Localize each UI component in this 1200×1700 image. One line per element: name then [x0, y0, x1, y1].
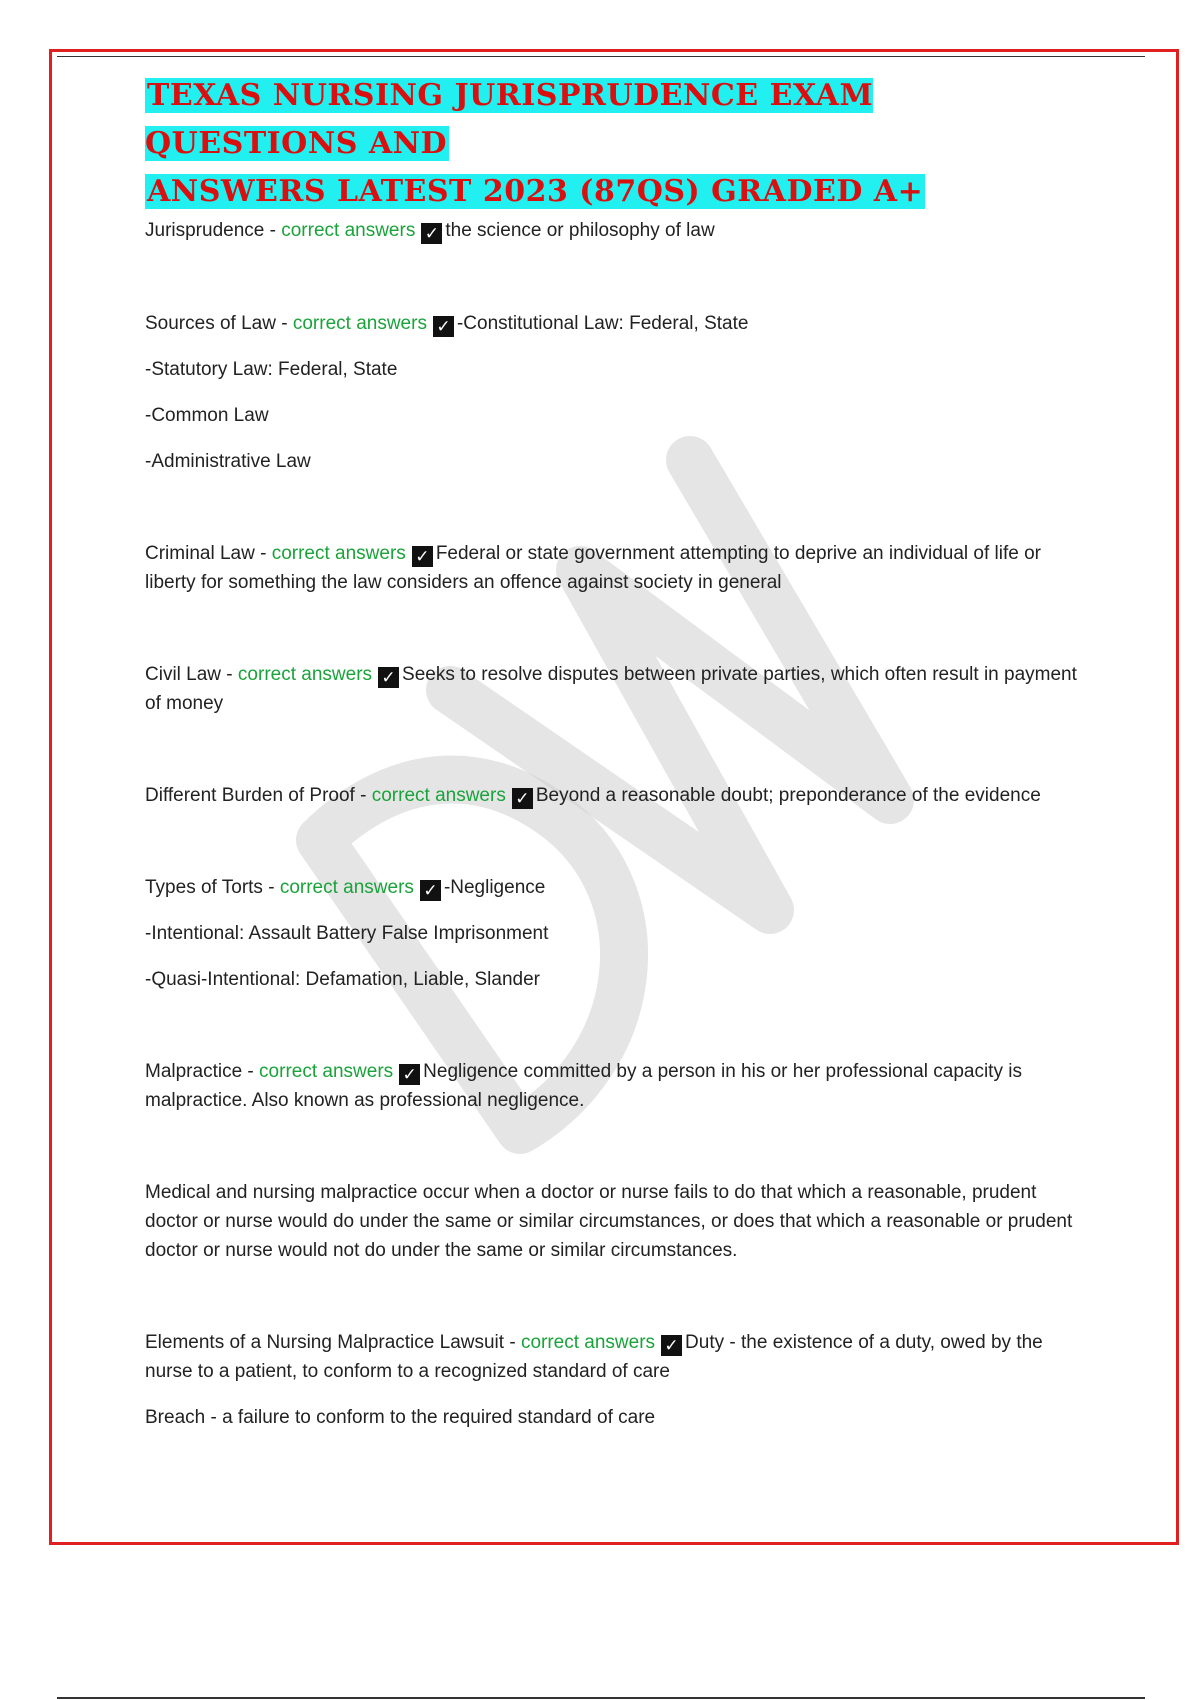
- qa-entry-criminal-law: Criminal Law - correct answers ✓ Federal or state government attempting to deprive an individual of life or liberty for something the law considers an offence against society in general: [145, 543, 1041, 593]
- correct-answers-label: correct answers: [279, 877, 414, 898]
- qa-entry-types-of-torts: Types of Torts - correct answers ✓ -Negligence -Intentional: Assault Battery False Imprisonment -Quasi-Intentional: Defamation, Liable, Slander: [145, 873, 1085, 994]
- qa-entry-elements-of-lawsuit: Elements of a Nursing Malpractice Lawsuit - correct answers ✓ Duty - the existence of a duty, owed by the nurse to a patient, to conform to a recognized standard of care Breach - a failure to conform to the required standard of care: [145, 1328, 1085, 1432]
- correct-answers-label: correct answers: [259, 1061, 394, 1082]
- answer: Seeks to resolve disputes between private parties, which often result in payment of money: [145, 664, 1077, 714]
- bottom-rule: [57, 1697, 1145, 1699]
- correct-answers-label: correct answers: [371, 785, 506, 806]
- answer-line: -Statutory Law: Federal, State: [145, 359, 398, 380]
- qa-entry-burden-of-proof: Different Burden of Proof - correct answers ✓ Beyond a reasonable doubt; preponderance of the evidence: [145, 785, 1041, 808]
- term: Civil Law: [145, 664, 222, 685]
- checkmark-icon: ✓: [412, 546, 433, 567]
- document-body: [145, 72, 1085, 1432]
- term: Types of Torts: [145, 877, 263, 898]
- checkmark-icon: ✓: [512, 788, 533, 809]
- top-rule: [57, 56, 1145, 57]
- document-title: [145, 72, 1085, 216]
- checkmark-icon: ✓: [399, 1064, 420, 1085]
- term: Jurisprudence: [145, 220, 265, 241]
- correct-answers-label: correct answers: [281, 220, 416, 241]
- answer: Beyond a reasonable doubt; preponderance of the evidence: [535, 785, 1041, 806]
- checkmark-icon: ✓: [421, 223, 442, 244]
- answer: -Negligence: [443, 877, 546, 898]
- qa-entry-civil-law: Civil Law - correct answers ✓ Seeks to resolve disputes between private parties, which often result in payment of money: [145, 664, 1077, 714]
- answer-line: -Intentional: Assault Battery False Imprisonment: [145, 923, 549, 944]
- paragraph-text: Medical and nursing malpractice occur when a doctor or nurse fails to do that which a reasonable, prudent doctor or nurse would do under the same or similar circumstances, or does that which a reasonable or prudent doctor or nurse would not do under the same or similar circumstances.: [145, 1182, 1073, 1261]
- checkmark-icon: ✓: [420, 880, 441, 901]
- term: Different Burden of Proof: [145, 785, 355, 806]
- correct-answers-label: correct answers: [271, 543, 406, 564]
- title-line-2: ANSWERS LATEST 2023 (87QS) GRADED A+: [147, 174, 924, 209]
- term: Elements of a Nursing Malpractice Lawsuit: [145, 1332, 505, 1353]
- checkmark-icon: ✓: [378, 667, 399, 688]
- qa-entry-sources-of-law: Sources of Law - correct answers ✓ -Constitutional Law: Federal, State -Statutory Law: Federal, State -Common Law -Administrative Law: [145, 309, 1085, 476]
- answer-line: Breach - a failure to conform to the required standard of care: [145, 1407, 656, 1428]
- term: Criminal Law: [145, 543, 255, 564]
- qa-entry-jurisprudence: Jurisprudence - correct answers ✓ the science or philosophy of law: [145, 220, 715, 243]
- correct-answers-label: correct answers: [520, 1332, 656, 1353]
- checkmark-icon: ✓: [433, 316, 454, 337]
- correct-answers-label: correct answers: [292, 313, 427, 334]
- qa-entry-malpractice: Malpractice - correct answers ✓ Negligence committed by a person in his or her professional capacity is malpractice. Also known as professional negligence.: [145, 1061, 1022, 1111]
- checkmark-icon: ✓: [661, 1335, 682, 1356]
- answer-line: -Administrative Law: [145, 451, 311, 472]
- correct-answers-label: correct answers: [237, 664, 373, 685]
- answer: the science or philosophy of law: [445, 220, 715, 241]
- answer: Federal or state government attempting to deprive an individual of life or liberty for something the law considers an offence against society in general: [145, 543, 1041, 593]
- answer-line: -Quasi-Intentional: Defamation, Liable, Slander: [145, 969, 541, 990]
- term: Sources of Law: [145, 313, 276, 334]
- title-line-1: TEXAS NURSING JURISPRUDENCE EXAM QUESTIONS AND: [145, 78, 874, 161]
- answer: Duty - the existence of a duty, owed by the nurse to a patient, to conform to a recognized standard of care: [145, 1332, 1043, 1382]
- answer-line: -Common Law: [145, 405, 269, 426]
- answer: Negligence committed by a person in his or her professional capacity is malpractice. Also known as professional negligence.: [145, 1061, 1022, 1111]
- answer: -Constitutional Law: Federal, State: [456, 313, 749, 334]
- term: Malpractice: [145, 1061, 243, 1082]
- malpractice-explanation-paragraph: [145, 1178, 1085, 1265]
